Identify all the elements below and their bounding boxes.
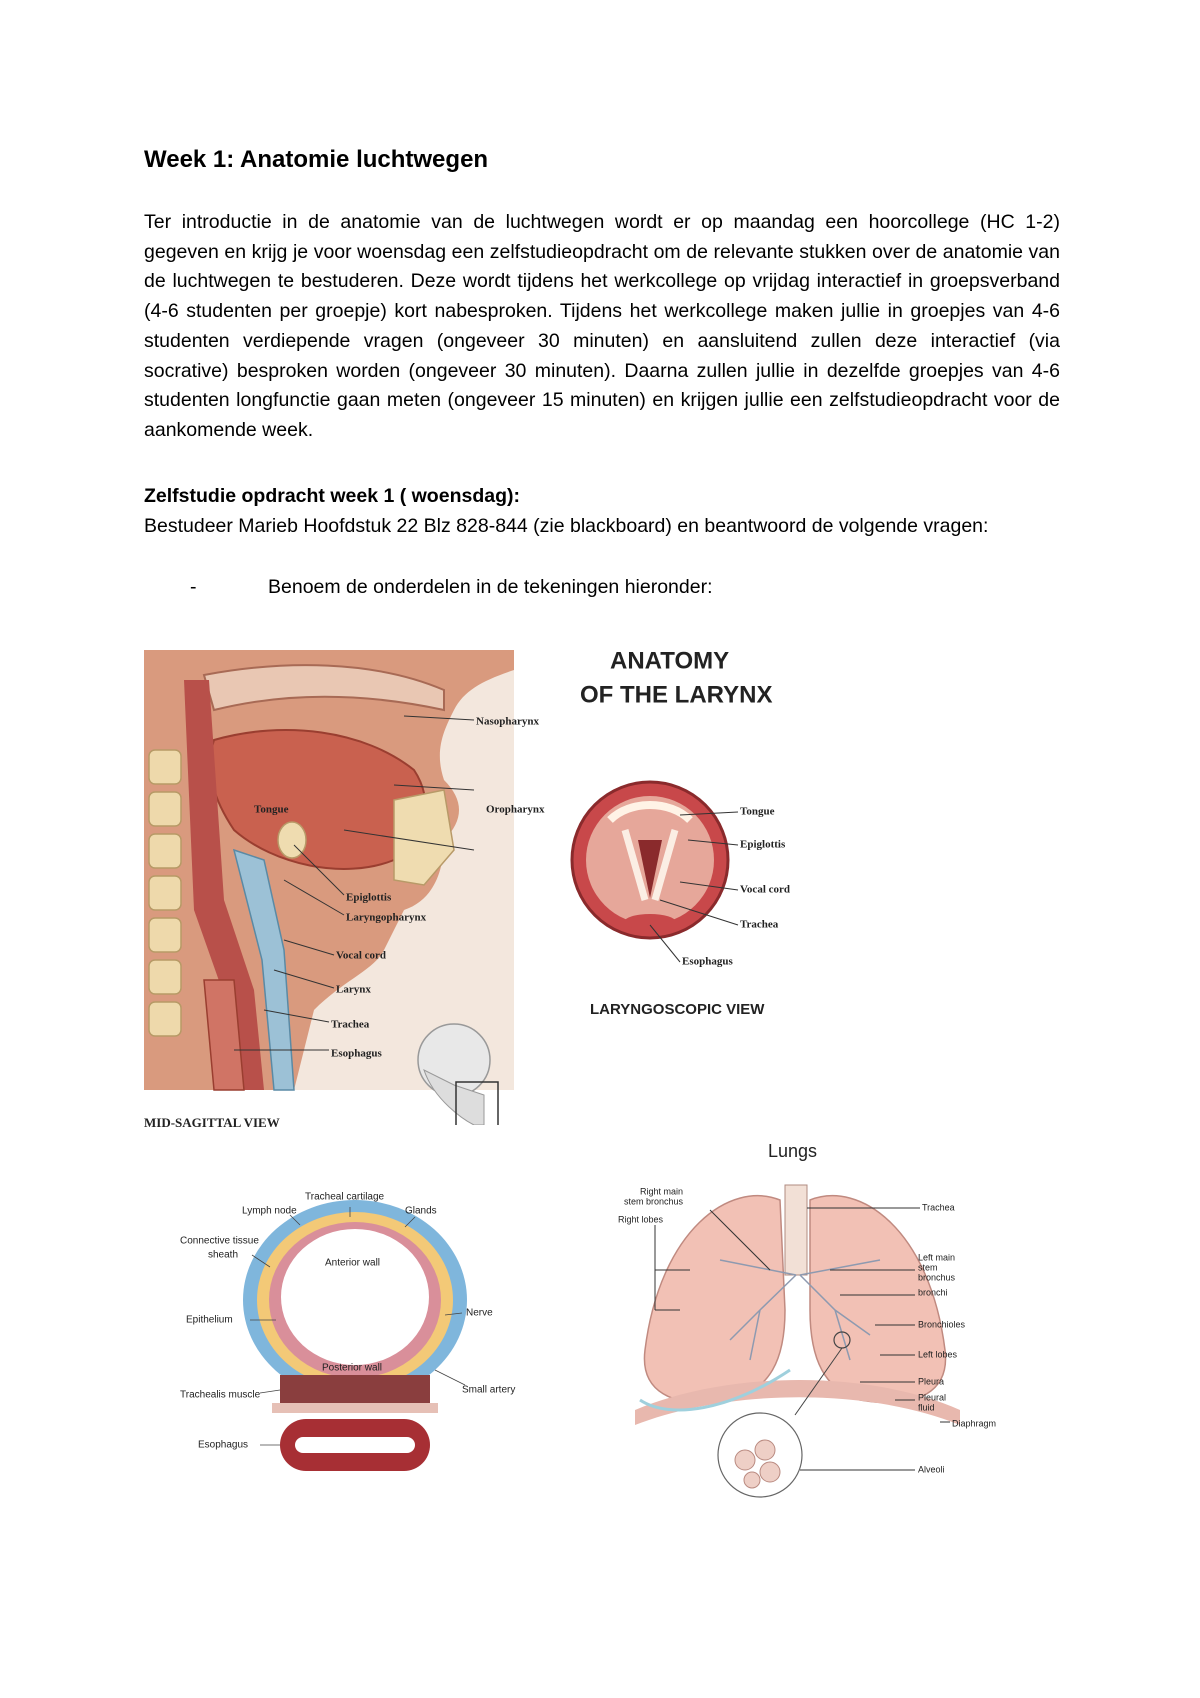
intro-paragraph: Ter introductie in de anatomie van de luchtwegen wordt er op maandag een hoorcollege (HC 1-2) gegeven en krijg je voor woensdag een zelfstudieopdracht om de relevante stukken over de anatomie van de luchtwegen te bestuderen. Deze wordt tijdens het werkcollege op vrijdag interactief in groepsverband (4-6 studenten per groepje) kort nabesproken. Tijdens het werkcollege maken jullie in groepjes van 4-6 studenten verdiepende vragen (ongeveer 30 minuten) en aansluitend zullen deze interactief (via socrative) besproken worden (ongeveer 30 minuten). Daarna zullen jullie in dezelfde groepjes van 4-6 studenten longfunctie gaan meten (ongeveer 15 minuten) en krijgen jullie een zelfstudieopdracht voor de aankomende week. [144,211,1060,441]
bullet-item: Benoem de onderdelen in de tekeningen hieronder: [268,576,713,598]
lungs-label-right-lobes: Right lobes [618,1214,664,1225]
lungs-label-alveoli: Alveoli [918,1464,945,1475]
label-epiglottis: Epiglottis [346,891,392,904]
lungs-label-left-main-2: stem [918,1262,938,1273]
larynx-title-line1: ANATOMY [610,647,730,675]
larynx-figure [570,640,870,1040]
lungs-label-left-main-1: Left main [918,1252,956,1263]
larynx-label-epiglottis: Epiglottis [740,838,786,851]
sagittal-view-figure [144,650,539,1130]
lungs-label-right-main-2: stem bronchus [624,1196,684,1207]
label-oropharynx: Oropharynx [486,803,545,816]
label-esophagus: Esophagus [331,1047,382,1060]
larynx-label-tongue: Tongue [740,805,775,818]
label-tongue: Tongue [254,803,289,816]
larynx-label-trachea: Trachea [740,918,779,931]
page-title: Week 1: Anatomie luchtwegen [144,146,489,173]
lungs-title: Lungs [768,1140,818,1161]
label-trachea: Trachea [331,1018,370,1031]
assignment-text: Bestudeer Marieb Hoofdstuk 22 Blz 828-844 (zie blackboard) en beantwoord de volgende vragen: [144,515,989,537]
trachea-label-trachealis: Trachealis muscle [180,1389,261,1401]
lungs-label-left-main-3: bronchus [918,1272,956,1283]
trachea-label-esophagus: Esophagus [198,1439,249,1451]
larynx-label-vocal-cord: Vocal cord [740,883,791,896]
lungs-label-pleural-2: fluid [918,1402,935,1413]
esophagus-tube [280,1419,430,1471]
trachea-label-epithelium: Epithelium [186,1314,233,1326]
lungs-label-pleural-1: Pleural [918,1392,947,1403]
larynx-title-line2: OF THE LARYNX [580,681,773,709]
lungs-label-diaphragm: Diaphragm [952,1418,997,1429]
trachea-label-connective-2: sheath [208,1249,239,1261]
trachea-label-nerve: Nerve [466,1307,493,1319]
label-nasopharynx: Nasopharynx [476,715,539,728]
oropharynx-label-box [484,800,574,820]
lungs-label-left-lobes: Left lobes [918,1349,958,1360]
trachea-label-glands: Glands [405,1205,437,1217]
trachea-label-small-artery: Small artery [462,1384,516,1396]
trachea-label-lymph-node: Lymph node [242,1205,297,1217]
label-vocal-cord: Vocal cord [336,949,387,962]
lungs-label-trachea: Trachea [922,1202,955,1213]
lungs-label-bronchioles: Bronchioles [918,1319,966,1330]
lungs-label-bronchi: bronchi [918,1287,948,1298]
larynx-label-esophagus: Esophagus [682,955,733,968]
larynx-caption: LARYNGOSCOPIC VIEW [590,1000,765,1018]
lungs-label-right-main-1: Right main [640,1186,684,1197]
bullet-marker: - [190,576,197,598]
trachea-cross-section-figure [180,1185,540,1485]
lungs-figure [610,1110,1010,1510]
trachea-label-cartilage: Tracheal cartilage [305,1191,385,1203]
label-laryngopharynx: Laryngopharynx [346,911,427,924]
label-larynx: Larynx [336,983,371,996]
lungs-label-pleura: Pleura [918,1376,945,1387]
trachea-label-anterior-wall: Anterior wall [325,1257,381,1269]
sagittal-caption: MID-SAGITTAL VIEW [144,1114,280,1130]
trachea-label-connective-1: Connective tissue [180,1235,259,1247]
trachea-label-posterior-wall: Posterior wall [322,1362,383,1374]
assignment-heading: Zelfstudie opdracht week 1 ( woensdag): [144,485,520,507]
